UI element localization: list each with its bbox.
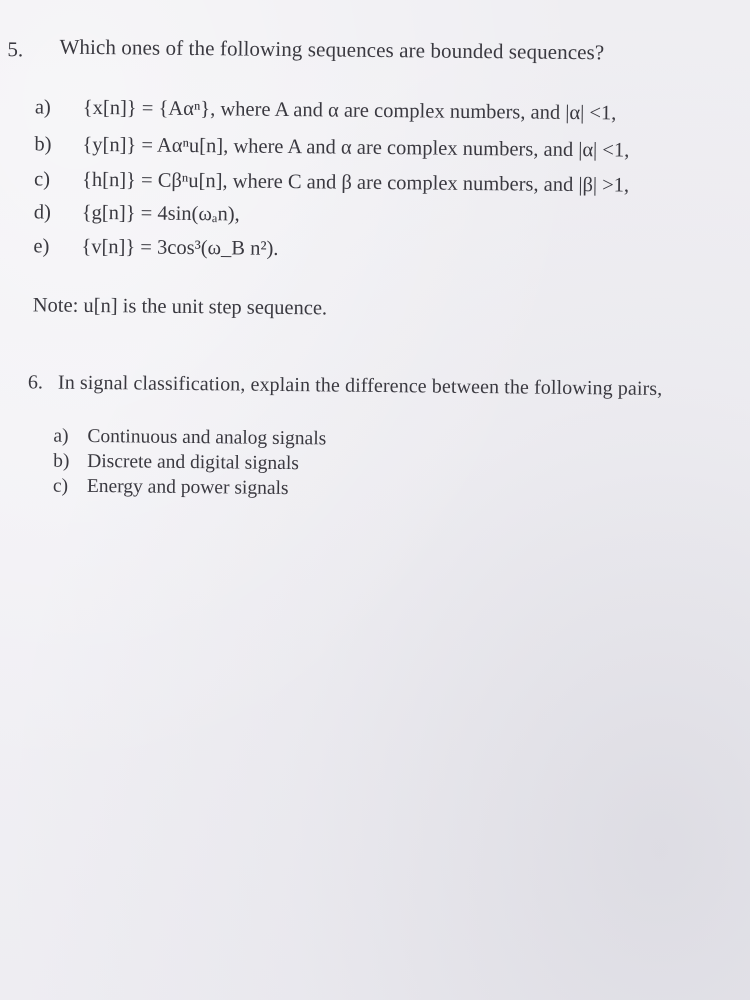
item-label: b) bbox=[53, 450, 70, 472]
item-label: b) bbox=[34, 133, 52, 156]
item-text: Continuous and analog signals bbox=[87, 425, 327, 450]
question-5-item-b bbox=[34, 133, 629, 162]
item-text: {y[n]} = Aαⁿu[n], where A and α are complex numbers, and |α| <1, bbox=[82, 133, 630, 162]
question-5-item-c bbox=[34, 168, 629, 197]
item-label: c) bbox=[34, 168, 51, 191]
item-text: {v[n]} = 3cos³(ω_B n²). bbox=[81, 235, 279, 260]
item-text: {g[n]} = 4sin(ωₐn), bbox=[81, 201, 240, 226]
question-5-note: Note: u[n] is the unit step sequence. bbox=[32, 294, 328, 320]
question-5-item-d bbox=[34, 201, 240, 226]
question-6-item-a bbox=[53, 426, 326, 451]
question-5-prompt: Which ones of the following sequences are bounded sequences? bbox=[59, 34, 605, 65]
question-5-item-e bbox=[33, 235, 278, 261]
question-5-number: 5. bbox=[7, 37, 24, 62]
item-label: c) bbox=[52, 475, 69, 497]
item-label: a) bbox=[34, 96, 51, 119]
question-6-item-b bbox=[53, 451, 299, 476]
item-text: Discrete and digital signals bbox=[87, 450, 300, 475]
item-label: d) bbox=[33, 201, 51, 224]
question-5-item-a bbox=[35, 96, 617, 125]
question-6-item-c bbox=[53, 476, 289, 500]
item-text: {x[n]} = {Aαⁿ}, where A and α are complex numbers, and |α| <1, bbox=[82, 96, 617, 125]
question-6-number: 6. bbox=[27, 371, 44, 394]
item-label: e) bbox=[33, 235, 50, 258]
item-label: a) bbox=[53, 425, 69, 447]
question-6-prompt: In signal classification, explain the difference between the following pairs, bbox=[57, 371, 663, 400]
item-text: Energy and power signals bbox=[86, 475, 289, 500]
item-text: {h[n]} = Cβⁿu[n], where C and β are complex numbers, and |β| >1, bbox=[82, 168, 630, 197]
